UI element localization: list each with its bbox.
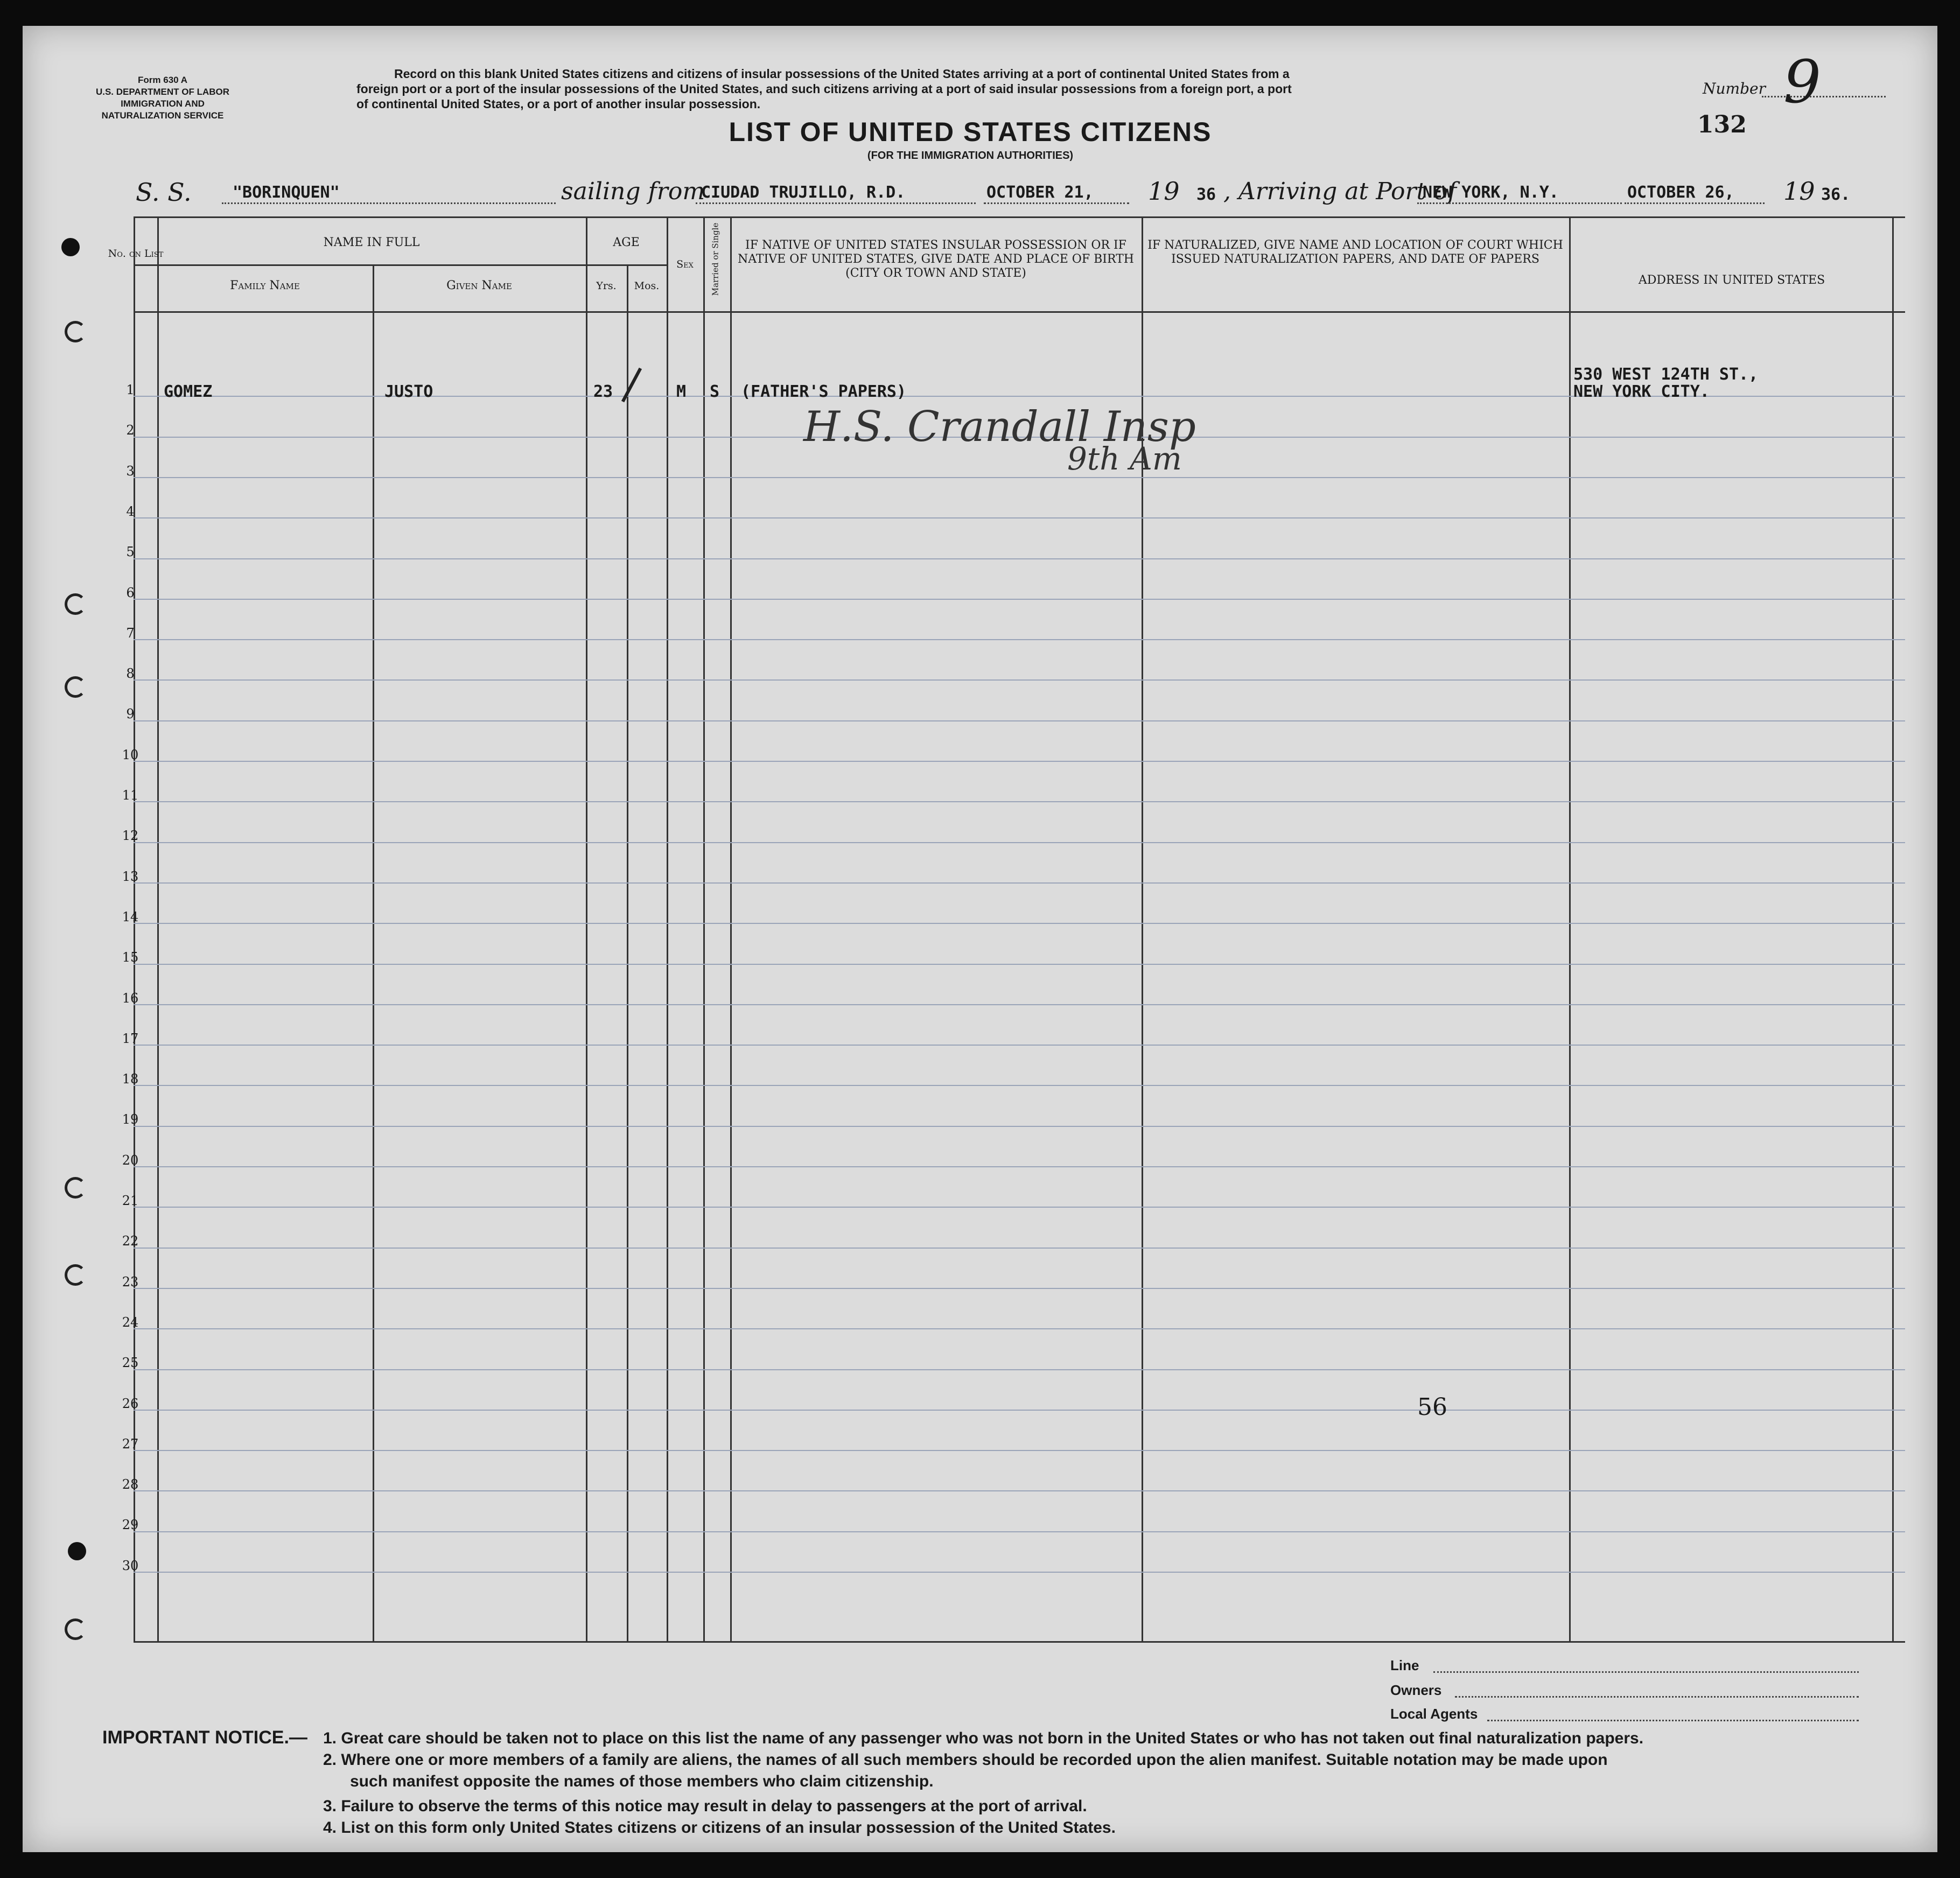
row-number: 28 (122, 1477, 139, 1492)
notice-item4: 4. List on this form only United States citizens or citizens of an insular possession of the United States. (323, 1819, 1116, 1837)
depart-year: 36 (1196, 185, 1216, 204)
row-number: 7 (126, 625, 135, 641)
row-number: 22 (122, 1234, 139, 1249)
row-rule (134, 1490, 1905, 1491)
binder-hole (68, 1542, 86, 1560)
header-age: AGE (613, 236, 640, 249)
col-div-3 (586, 216, 587, 1641)
row-rule (134, 1328, 1905, 1329)
row-rule (134, 599, 1905, 600)
row-rule (134, 964, 1905, 965)
row1-address-line1: 530 WEST 124TH ST., (1573, 365, 1759, 384)
row-rule (134, 1004, 1905, 1005)
header-married-single: Married or Single (710, 222, 720, 296)
row-number: 9 (126, 706, 135, 722)
row-rule (134, 1410, 1905, 1411)
row-number: 14 (122, 909, 139, 924)
row-rule (134, 720, 1905, 721)
col-div-4 (627, 264, 628, 1641)
row-rule (134, 1531, 1905, 1532)
inspector-signature: H.S. Crandall Insp (803, 403, 1196, 451)
row-rule (134, 923, 1905, 924)
binder-hole (65, 593, 86, 615)
name-subheader-line (134, 264, 586, 266)
row-number: 18 (122, 1071, 139, 1087)
arrival-port: NEW YORK, N.Y. (1423, 183, 1559, 202)
row-rule (134, 477, 1905, 478)
row1-age-yrs: 23 (593, 382, 613, 401)
header-sex: Sex (676, 258, 694, 270)
row-rule (134, 1572, 1905, 1573)
row-number: 15 (122, 950, 139, 965)
col-div-9 (1569, 216, 1571, 1641)
row-number: 17 (122, 1031, 139, 1046)
intro-line1: Record on this blank United States citizens and citizens of insular possessions of the United States arriving at a port of continental United States from a (394, 67, 1290, 81)
row-rule (134, 1248, 1905, 1249)
col-div-2 (373, 264, 374, 1641)
year-prefix-1: 19 (1148, 177, 1180, 206)
page-subtitle: (FOR THE IMMIGRATION AUTHORITIES) (867, 150, 1074, 162)
header-given-name: Given Name (446, 279, 512, 292)
row-rule (134, 882, 1905, 884)
binder-hole (65, 676, 86, 698)
binder-hole (65, 1177, 86, 1199)
depart-underline (984, 202, 1129, 204)
row-rule (134, 1126, 1905, 1127)
notice-item1: 1. Great care should be taken not to place on this list the name of any passenger who was not born in the United States or who has not taken out final naturalization papers. (323, 1729, 1644, 1747)
row1-sex: M (676, 382, 687, 401)
row-number: 21 (122, 1193, 139, 1208)
number-value: 9 (1783, 47, 1821, 116)
row-number: 25 (122, 1355, 139, 1371)
row-number: 5 (126, 544, 135, 560)
footer-line-label: Line (1390, 1657, 1419, 1673)
row-number: 13 (122, 868, 139, 884)
page-stamp: 132 (1697, 111, 1747, 138)
row-rule (134, 1045, 1905, 1046)
row1-marital: S (710, 382, 720, 401)
row1-family-name: GOMEZ (164, 382, 213, 401)
stamp-number: 56 (1417, 1393, 1447, 1421)
ship-name: "BORINQUEN" (233, 183, 340, 202)
row-rule (134, 639, 1905, 640)
service-line2: NATURALIZATION SERVICE (101, 110, 224, 121)
header-name-in-full: NAME IN FULL (323, 236, 420, 249)
depart-date: OCTOBER 21, (986, 183, 1094, 202)
from-underline (696, 202, 976, 204)
row-number: 4 (126, 503, 135, 519)
row-rule (134, 842, 1905, 843)
binder-hole (65, 1618, 86, 1640)
row-number: 16 (122, 990, 139, 1006)
row-number: 3 (126, 463, 135, 479)
age-check-mark (621, 368, 642, 403)
notice-heading: IMPORTANT NOTICE.— (102, 1727, 307, 1748)
row-rule (134, 517, 1905, 518)
row1-address-line2: NEW YORK CITY. (1573, 382, 1710, 401)
ss-label: S. S. (136, 178, 192, 207)
arrival-date-underline (1625, 202, 1765, 204)
row-rule (134, 1085, 1905, 1086)
page-title: LIST OF UNITED STATES CITIZENS (729, 117, 1212, 147)
row-number: 11 (122, 788, 139, 803)
row1-given-name: JUSTO (384, 382, 433, 401)
row-number: 2 (126, 423, 135, 438)
row1-birth-info: (FATHER'S PAPERS) (741, 382, 907, 401)
header-mos: Mos. (634, 280, 660, 292)
header-naturalized: IF NATURALIZED, GIVE NAME AND LOCATION OF COURT WHICH ISSUED NATURALIZATION PAPERS, AND DATE OF PAPERS (1147, 239, 1563, 266)
row-rule (134, 1288, 1905, 1289)
table-head-border (134, 311, 1905, 313)
row-number: 10 (122, 747, 139, 762)
table-bottom-border (134, 1641, 1905, 1643)
row-rule (134, 801, 1905, 802)
ship-underline (222, 202, 556, 204)
age-subheader-line (586, 264, 667, 266)
row-number: 26 (122, 1396, 139, 1411)
row-rule (134, 1166, 1905, 1167)
row-number: 1 (126, 382, 135, 397)
col-div-10 (1892, 216, 1894, 1641)
row-rule (134, 679, 1905, 681)
row-rule (134, 761, 1905, 762)
row-number: 12 (122, 828, 139, 844)
row-number: 6 (126, 585, 135, 600)
footer-line-underline (1433, 1671, 1859, 1673)
service-line1: IMMIGRATION AND (121, 99, 205, 109)
notice-item3: 3. Failure to observe the terms of this notice may result in delay to passengers at the port of arrival. (323, 1797, 1087, 1815)
binder-hole (65, 1264, 86, 1286)
row-rule (134, 558, 1905, 559)
binder-hole (61, 238, 80, 256)
row-number: 29 (122, 1517, 139, 1533)
notice-item2b: such manifest opposite the names of those members who claim citizenship. (350, 1772, 934, 1790)
header-family-name: Family Name (230, 279, 300, 292)
footer-owners-label: Owners (1390, 1682, 1442, 1698)
header-yrs: Yrs. (596, 280, 617, 292)
intro-line3: of continental United States, or a port of another insular possession. (356, 97, 761, 111)
footer-agents-label: Local Agents (1390, 1706, 1478, 1722)
row-number: 23 (122, 1274, 139, 1290)
arrival-year: 36. (1821, 185, 1851, 204)
arriving-label: , Arriving at Port of (1223, 178, 1457, 205)
form-number: Form 630 A (138, 75, 187, 85)
row-rule (134, 1369, 1905, 1370)
header-no-on-list: No. on List (108, 248, 164, 260)
sailing-from-label: sailing from (561, 178, 705, 205)
footer-owners-underline (1455, 1696, 1859, 1698)
from-port: CIUDAD TRUJILLO, R.D. (701, 183, 906, 202)
row-number: 24 (122, 1314, 139, 1330)
col-div-5 (667, 216, 668, 1641)
voyage-line (23, 26, 1937, 241)
binder-hole (65, 321, 86, 342)
row-number: 20 (122, 1152, 139, 1168)
row-rule (134, 1450, 1905, 1451)
arrival-date: OCTOBER 26, (1627, 183, 1734, 202)
department: U.S. DEPARTMENT OF LABOR (95, 87, 230, 97)
notice-item2a: 2. Where one or more members of a family are aliens, the names of all such members should be recorded upon the alien manifest. Suitable notation may be made upon (323, 1751, 1608, 1769)
arrival-underline (1417, 202, 1622, 204)
col-div-7 (730, 216, 732, 1641)
col-div-6 (703, 216, 705, 1641)
header-birth: IF NATIVE OF UNITED STATES INSULAR POSSESSION OR IF NATIVE OF UNITED STATES, GIVE DATE AND PLACE OF BIRTH (CITY OR TOWN AND STATE) (737, 239, 1134, 280)
table-top-border (134, 216, 1905, 218)
row-number: 30 (122, 1558, 139, 1573)
manifest-page (23, 26, 1937, 1852)
row-rule (134, 1207, 1905, 1208)
handwritten-note: 9th Am (1067, 440, 1182, 477)
row-number: 27 (122, 1436, 139, 1452)
intro-line2: foreign port or a port of the insular possessions of the United States, and such citizens arriving at a port of said insular possessions from a foreign port, a port (356, 82, 1292, 96)
header-address: ADDRESS IN UNITED STATES (1638, 274, 1825, 287)
row-number: 19 (122, 1112, 139, 1127)
row-number: 8 (126, 666, 135, 682)
number-label: Number (1703, 80, 1766, 97)
footer-agents-underline (1487, 1720, 1859, 1721)
year-prefix-2: 19 (1783, 177, 1815, 206)
